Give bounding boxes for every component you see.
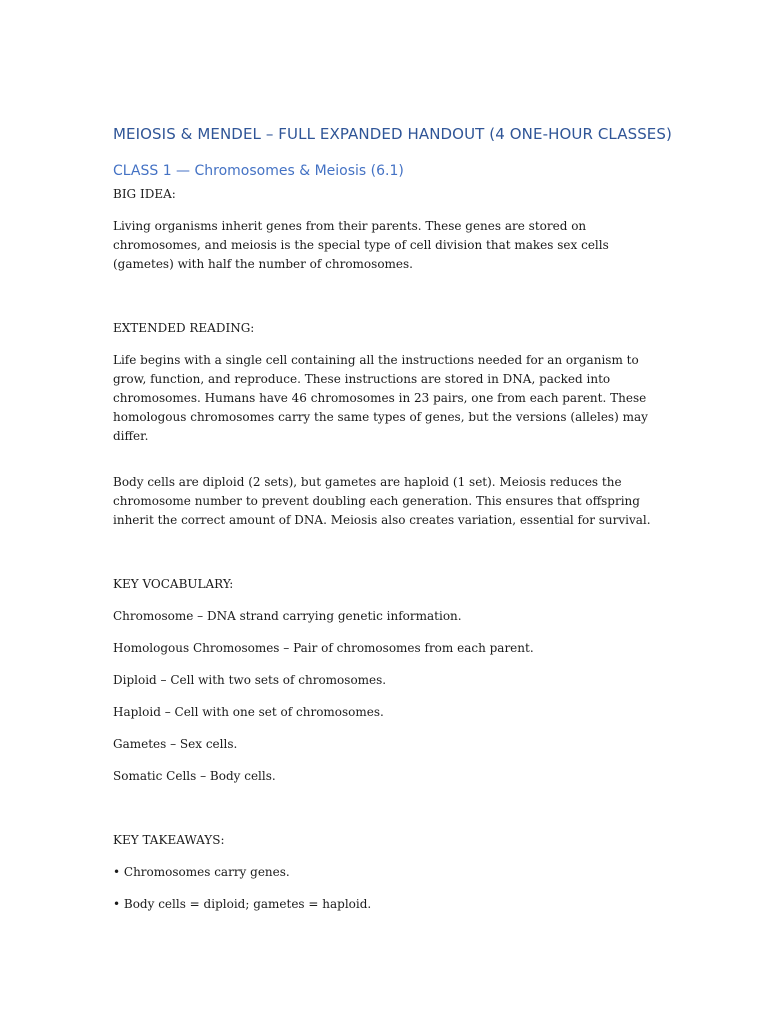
takeaway-item: • Chromosomes carry genes. [113, 865, 290, 879]
key-takeaways-label: KEY TAKEAWAYS: [113, 833, 225, 847]
vocabulary-item: Chromosome – DNA strand carrying genetic information. [113, 609, 462, 623]
vocabulary-item: Somatic Cells – Body cells. [113, 769, 276, 783]
takeaway-item: • Body cells = diploid; gametes = haploid. [113, 897, 372, 911]
vocabulary-item: Diploid – Cell with two sets of chromosomes. [113, 673, 387, 687]
big-idea-label: BIG IDEA: [113, 187, 176, 201]
vocabulary-item: Gametes – Sex cells. [113, 737, 238, 751]
vocabulary-item: Haploid – Cell with one set of chromosomes. [113, 705, 384, 719]
big-idea-text: Living organisms inherit genes from their parents. These genes are stored on chromosomes, and meiosis is the special type of cell division that makes sex cells (gametes) with half the number of chromosomes. [113, 219, 609, 271]
key-vocabulary-label: KEY VOCABULARY: [113, 577, 234, 591]
extended-reading-label: EXTENDED READING: [113, 321, 255, 335]
vocabulary-item: Homologous Chromosomes – Pair of chromosomes from each parent. [113, 641, 534, 655]
section-heading: CLASS 1 — Chromosomes & Meiosis (6.1) [113, 163, 404, 179]
extended-reading-paragraph-2: Body cells are diploid (2 sets), but gametes are haploid (1 set). Meiosis reduces the chromosome number to prevent doubling each generation. This ensures that offspring inherit the correct amount of DNA. Meiosis also creates variation, essential for survival. [113, 475, 651, 527]
document-title: MEIOSIS & MENDEL – FULL EXPANDED HANDOUT (4 ONE-HOUR CLASSES) [113, 125, 672, 143]
extended-reading-paragraph-1: Life begins with a single cell containing all the instructions needed for an organism to grow, function, and reproduce. These instructions are stored in DNA, packed into chromosomes. Humans have 46 chromosomes in 23 pairs, one from each parent. These homologous chromosomes carry the same types of genes, but the versions (alleles) may differ. [113, 353, 648, 443]
